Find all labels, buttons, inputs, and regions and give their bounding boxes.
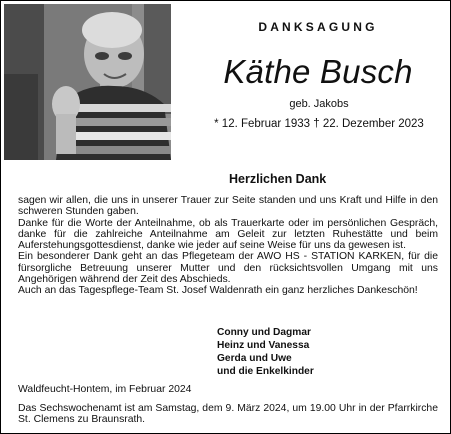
maiden-name: geb. Jakobs	[289, 98, 349, 110]
thanks-heading: Herzlichen Dank	[229, 172, 327, 186]
portrait-image	[4, 4, 171, 160]
signer: Conny und Dagmar	[217, 327, 311, 338]
notice-text: Das Sechswochenamt ist am Samstag, dem 9. März 2024, um 19.00 Uhr in der Pfarrkirche St. Clemens zu Braunsrath.	[18, 403, 438, 426]
paragraph: Auch an das Tagespflege-Team St. Josef Waldenrath ein ganz herzliches Dankeschön!	[18, 285, 418, 297]
paragraph: Danke für die Worte der Anteilnahme, ob als Trauerkarte oder im persönlichen Gespräch, danke für die zahlreiche Anteilnahme am Geleit zur letzten Ruhestätte und beim Auferstehungsgottesdienst, danke wie jeder auf seine Weise für uns da gewesen ist.	[18, 217, 438, 252]
portrait-photo	[4, 4, 171, 160]
signer: Heinz und Vanessa	[217, 340, 310, 351]
deceased-name: Käthe Busch	[223, 53, 413, 90]
signer: Gerda und Uwe	[217, 353, 292, 364]
memorial-notice	[18, 403, 438, 426]
signers-list	[217, 326, 314, 378]
life-dates: * 12. Februar 1933 † 22. Dezember 2023	[214, 118, 424, 130]
signer: und die Enkelkinder	[217, 366, 314, 377]
paragraph: sagen wir allen, die uns in unserer Trauer zur Seite standen und uns Kraft und Hilfe in den schweren Stunden gaben.	[18, 195, 438, 218]
paragraph: Ein besonderer Dank geht an das Pflegeteam der AWO HS - STATION KARKEN, für die fürsorgliche Betreuung unserer Mutter und den rücksichtsvollen Umgang mit uns Angehörigen während der Zeit des Abschieds.	[18, 251, 438, 286]
place-date: Waldfeucht-Hontem, im Februar 2024	[18, 384, 192, 395]
header-title: DANKSAGUNG	[258, 20, 378, 34]
thanks-text	[18, 195, 438, 297]
